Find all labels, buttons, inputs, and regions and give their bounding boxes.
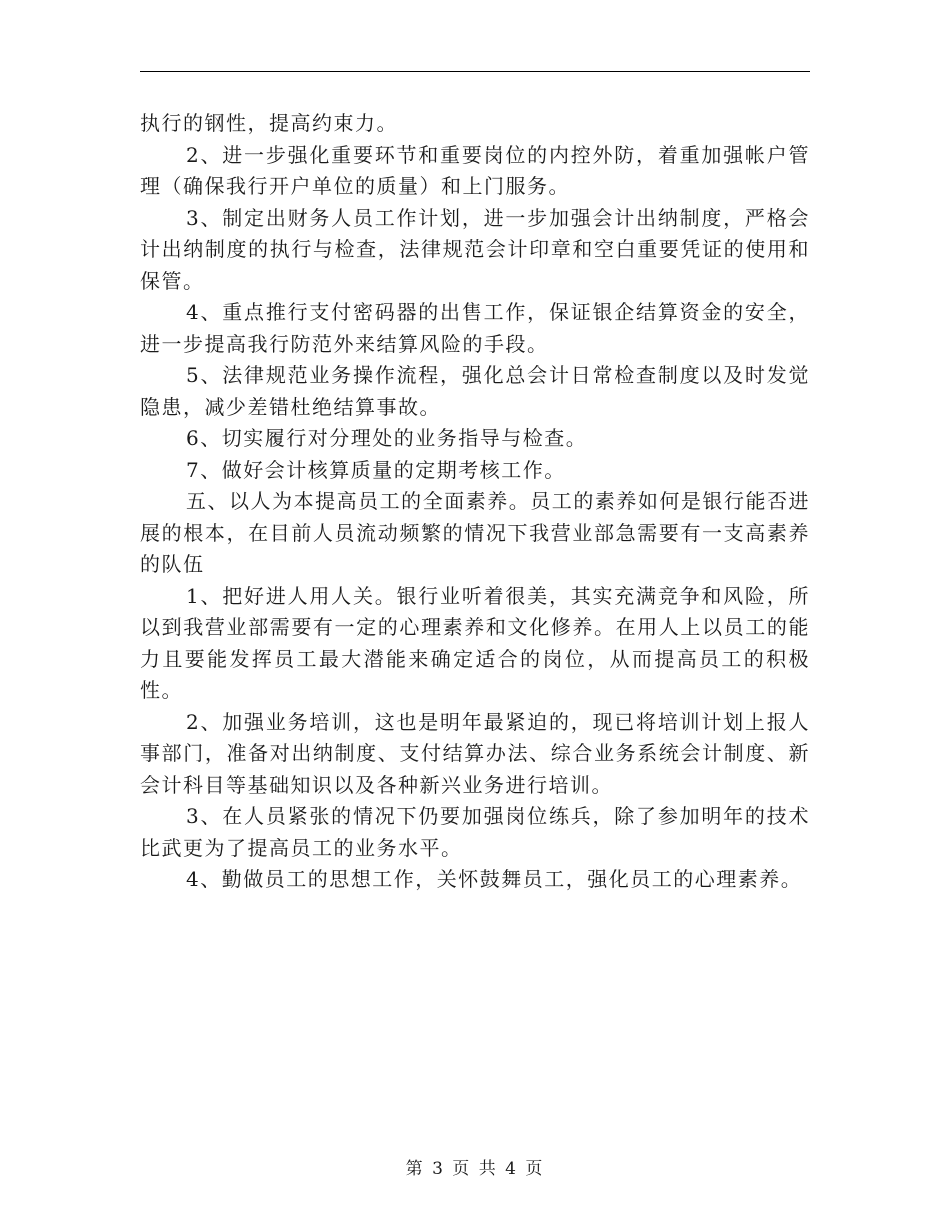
- paragraph-11: 3、在人员紧张的情况下仍要加强岗位练兵，除了参加明年的技术比武更为了提高员工的业务水平。: [140, 804, 810, 860]
- document-body: [140, 108, 810, 896]
- paragraph-9: 1、把好进人用人关。银行业听着很美，其实充满竞争和风险，所以到我营业部需要有一定的心理素养和文化修养。在用人上以员工的能力且要能发挥员工最大潜能来确定适合的岗位，从而提高员工的积极性。: [140, 583, 810, 702]
- paragraph-8: 五、以人为本提高员工的全面素养。员工的素养如何是银行能否进展的根本，在目前人员流动频繁的情况下我营业部急需要有一支高素养的队伍: [140, 489, 810, 576]
- header-rule: [140, 71, 810, 72]
- paragraph-2: 2、进一步强化重要环节和重要岗位的内控外防，着重加强帐户管理（确保我行开户单位的质量）和上门服务。: [140, 142, 810, 198]
- paragraph-6: 6、切实履行对分理处的业务指导与检查。: [186, 426, 588, 450]
- paragraph-1: 执行的钢性，提高约束力。: [140, 111, 398, 135]
- paragraph-10: 2、加强业务培训，这也是明年最紧迫的，现已将培训计划上报人事部门，准备对出纳制度、支付结算办法、综合业务系统会计制度、新会计科目等基础知识以及各种新兴业务进行培训。: [140, 709, 810, 797]
- paragraph-3: 3、制定出财务人员工作计划，进一步加强会计出纳制度，严格会计出纳制度的执行与检查，法律规范会计印章和空白重要凭证的使用和保管。: [140, 205, 810, 293]
- paragraph-5: 5、法律规范业务操作流程，强化总会计日常检查制度以及时发觉隐患，减少差错杜绝结算事故。: [140, 363, 810, 419]
- paragraph-4: 4、重点推行支付密码器的出售工作，保证银企结算资金的安全，进一步提高我行防范外来结算风险的手段。: [140, 300, 810, 356]
- paragraph-7: 7、做好会计核算质量的定期考核工作。: [186, 457, 566, 482]
- paragraph-12: 4、勤做员工的思想工作，关怀鼓舞员工，强化员工的心理素养。: [186, 867, 803, 891]
- page-number-footer: 第 3 页 共 4 页: [405, 1159, 545, 1179]
